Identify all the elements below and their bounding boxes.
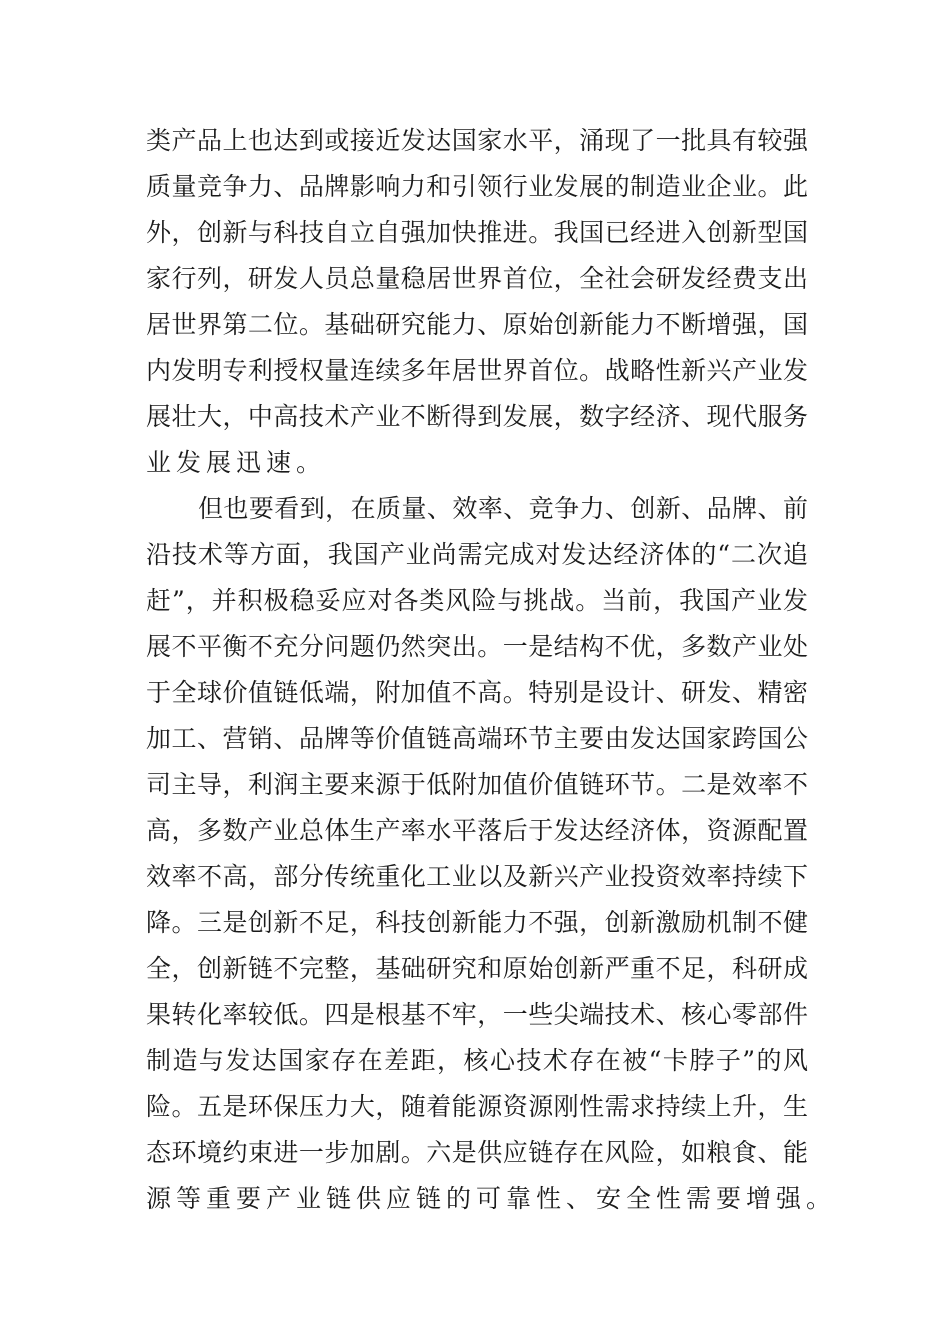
paragraph-2 bbox=[146, 486, 837, 1222]
text-line: 类产品上也达到或接近发达国家水平，涌现了一批具有较强 bbox=[146, 126, 808, 155]
text-line: 全，创新链不完整，基础研究和原始创新严重不足，科研成 bbox=[146, 954, 808, 983]
text-line: 险。五是环保压力大，随着能源资源刚性需求持续上升，生 bbox=[146, 1092, 808, 1121]
text-line: 赶”，并积极稳妥应对各类风险与挑战。当前，我国产业发 bbox=[146, 586, 808, 615]
text-line: 内发明专利授权量连续多年居世界首位。战略性新兴产业发 bbox=[146, 356, 808, 385]
paragraph-1 bbox=[146, 118, 808, 486]
text-line: 展不平衡不充分问题仍然突出。一是结构不优，多数产业处 bbox=[146, 632, 808, 661]
text-line: 但也要看到，在质量、效率、竞争力、创新、品牌、前 bbox=[198, 494, 808, 523]
text-line: 效率不高，部分传统重化工业以及新兴产业投资效率持续下 bbox=[146, 862, 808, 891]
text-line: 源等重要产业链供应链的可靠性、安全性需要增强。 bbox=[146, 1184, 837, 1213]
document-body bbox=[146, 118, 837, 1222]
text-line: 质量竞争力、品牌影响力和引领行业发展的制造业企业。此 bbox=[146, 172, 808, 201]
text-line: 态环境约束进一步加剧。六是供应链存在风险，如粮食、能 bbox=[146, 1138, 808, 1167]
text-line: 加工、营销、品牌等价值链高端环节主要由发达国家跨国公 bbox=[146, 724, 808, 753]
text-line: 于全球价值链低端，附加值不高。特别是设计、研发、精密 bbox=[146, 678, 808, 707]
text-line: 家行列，研发人员总量稳居世界首位，全社会研发经费支出 bbox=[146, 264, 808, 293]
text-line: 外，创新与科技自立自强加快推进。我国已经进入创新型国 bbox=[146, 218, 808, 247]
text-line: 制造与发达国家存在差距，核心技术存在被“卡脖子”的风 bbox=[146, 1046, 808, 1075]
text-line: 业发展迅速。 bbox=[146, 448, 327, 477]
text-line: 沿技术等方面，我国产业尚需完成对发达经济体的“二次追 bbox=[146, 540, 808, 569]
text-line: 居世界第二位。基础研究能力、原始创新能力不断增强，国 bbox=[146, 310, 808, 339]
text-line: 果转化率较低。四是根基不牢，一些尖端技术、核心零部件 bbox=[146, 1000, 808, 1029]
text-line: 高，多数产业总体生产率水平落后于发达经济体，资源配置 bbox=[146, 816, 808, 845]
text-line: 降。三是创新不足，科技创新能力不强，创新激励机制不健 bbox=[146, 908, 808, 937]
text-line: 司主导，利润主要来源于低附加值价值链环节。二是效率不 bbox=[146, 770, 808, 799]
text-line: 展壮大，中高技术产业不断得到发展，数字经济、现代服务 bbox=[146, 402, 808, 431]
